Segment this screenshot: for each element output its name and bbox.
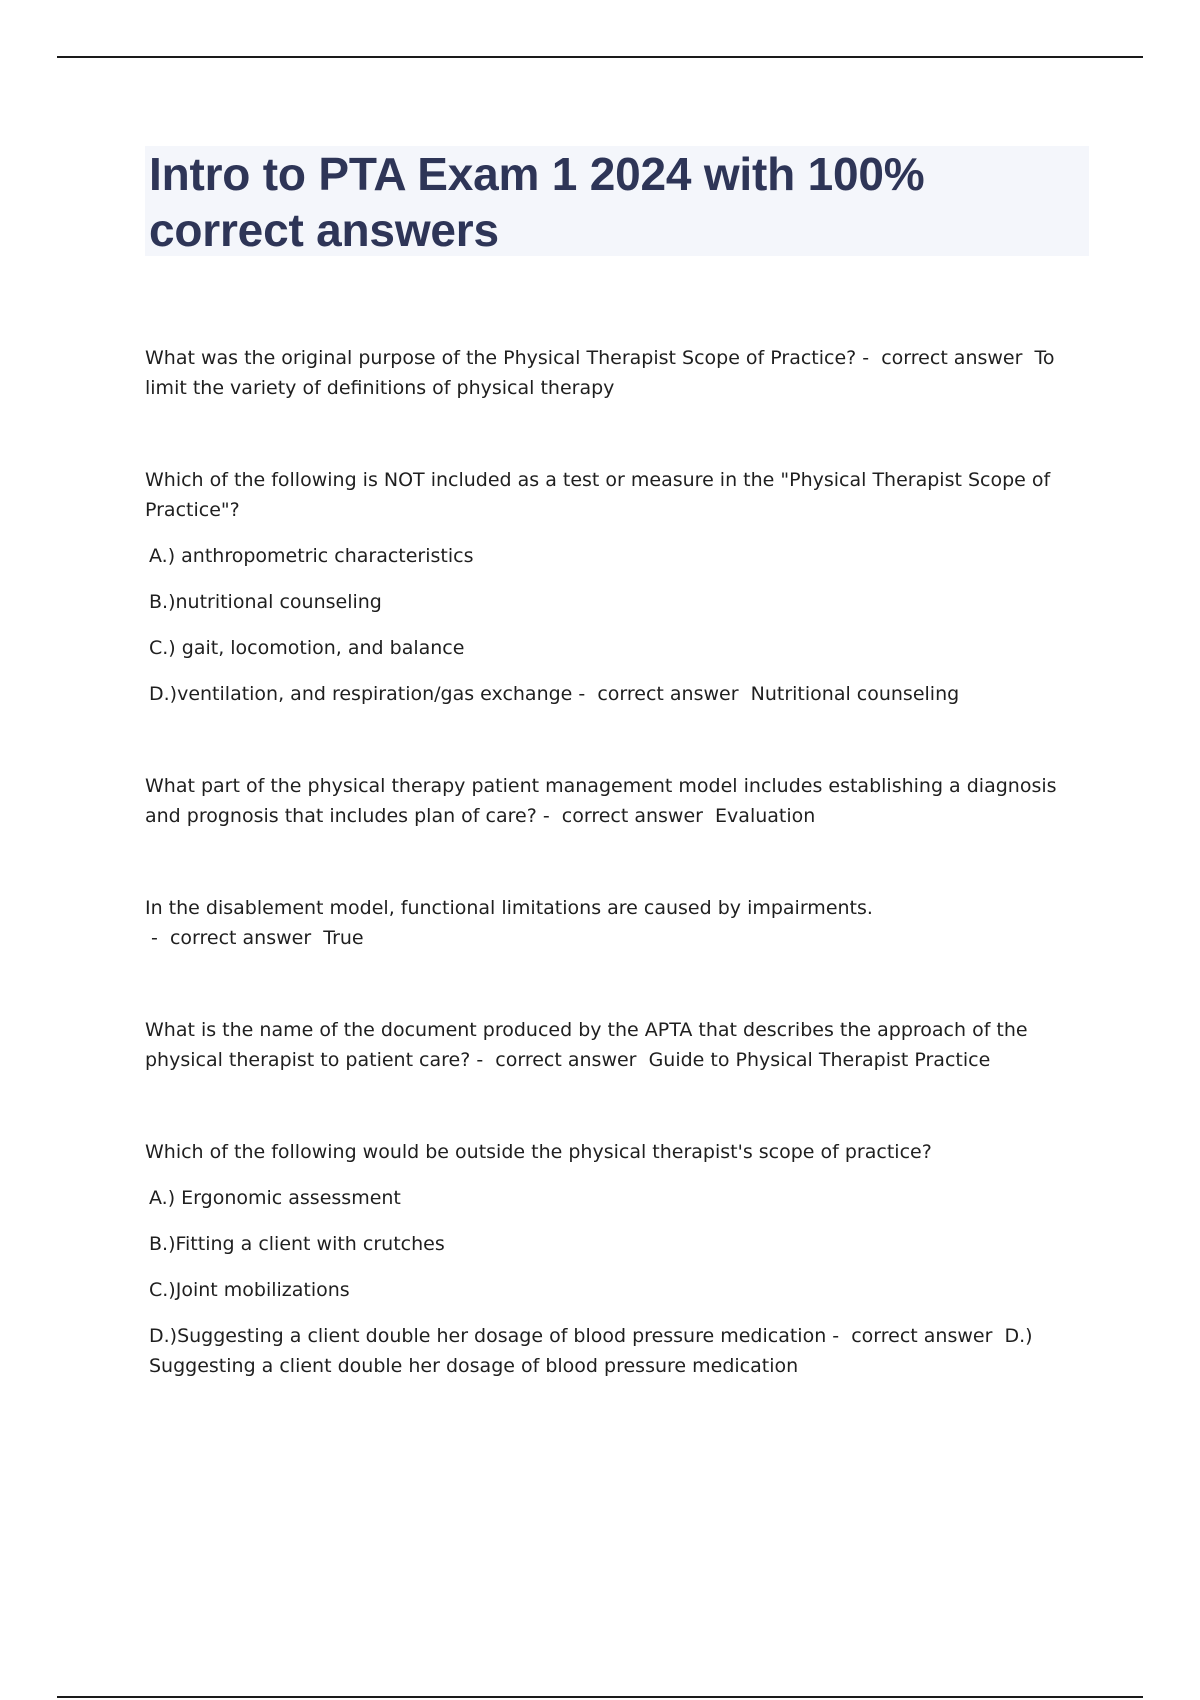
header-rule <box>57 56 1143 58</box>
correct-answer-label: - correct answer <box>572 683 751 705</box>
option-d: D.)Suggesting a client double her dosage of blood pressure medication <box>149 1325 827 1347</box>
correct-answer-label: - correct answer <box>826 1325 1005 1347</box>
question-text: What part of the physical therapy patient management model includes establishing a diagnosis and prognosis that includes plan of care? <box>145 775 1057 827</box>
question-text: What is the name of the document produced by the APTA that describes the approach of the physical therapist to patient care? <box>145 1019 1028 1071</box>
option-b: B.)nutritional counseling <box>149 591 382 613</box>
correct-answer-label: - correct answer <box>856 347 1035 369</box>
qa-item <box>149 1321 1090 1381</box>
option-c: C.) gait, locomotion, and balance <box>149 637 465 659</box>
option-b: B.)Fitting a client with crutches <box>149 1233 445 1255</box>
option-a: A.) anthropometric characteristics <box>149 545 474 567</box>
qa-item <box>145 343 1090 403</box>
qa-item <box>149 679 1090 709</box>
qa-item <box>145 771 1090 831</box>
correct-answer-label: - correct answer <box>145 927 324 949</box>
qa-item <box>145 893 1090 953</box>
answer-text: D.) Suggesting a client double her dosage of blood pressure medication <box>149 1325 1033 1377</box>
answer-text: To limit the variety of definitions of physical therapy <box>145 347 1055 399</box>
option-a: A.) Ergonomic assessment <box>149 1187 401 1209</box>
correct-answer-label: - correct answer <box>470 1049 649 1071</box>
qa-item <box>145 1015 1090 1075</box>
page-title: Intro to PTA Exam 1 2024 with 100% correct answers <box>149 148 925 256</box>
option-c: C.)Joint mobilizations <box>149 1279 350 1301</box>
correct-answer-label: - correct answer <box>536 805 716 827</box>
qa-list <box>145 343 1090 1381</box>
title-banner <box>145 146 1089 256</box>
question-text: What was the original purpose of the Physical Therapist Scope of Practice? <box>145 347 857 369</box>
answer-text: Guide to Physical Therapist Practice <box>648 1049 991 1071</box>
footer-rule <box>57 1696 1143 1698</box>
answer-text: Evaluation <box>715 805 816 827</box>
answer-text: True <box>323 927 364 949</box>
answer-text: Nutritional counseling <box>750 683 960 705</box>
option-d: D.)ventilation, and respiration/gas exchange <box>149 683 573 705</box>
question-text: Which of the following would be outside the physical therapist's scope of practice? <box>145 1141 932 1163</box>
question-text: In the disablement model, functional limitations are caused by impairments. <box>145 897 873 919</box>
question-text: Which of the following is NOT included as a test or measure in the "Physical Therapist Scope of Practice"? <box>145 469 1051 521</box>
